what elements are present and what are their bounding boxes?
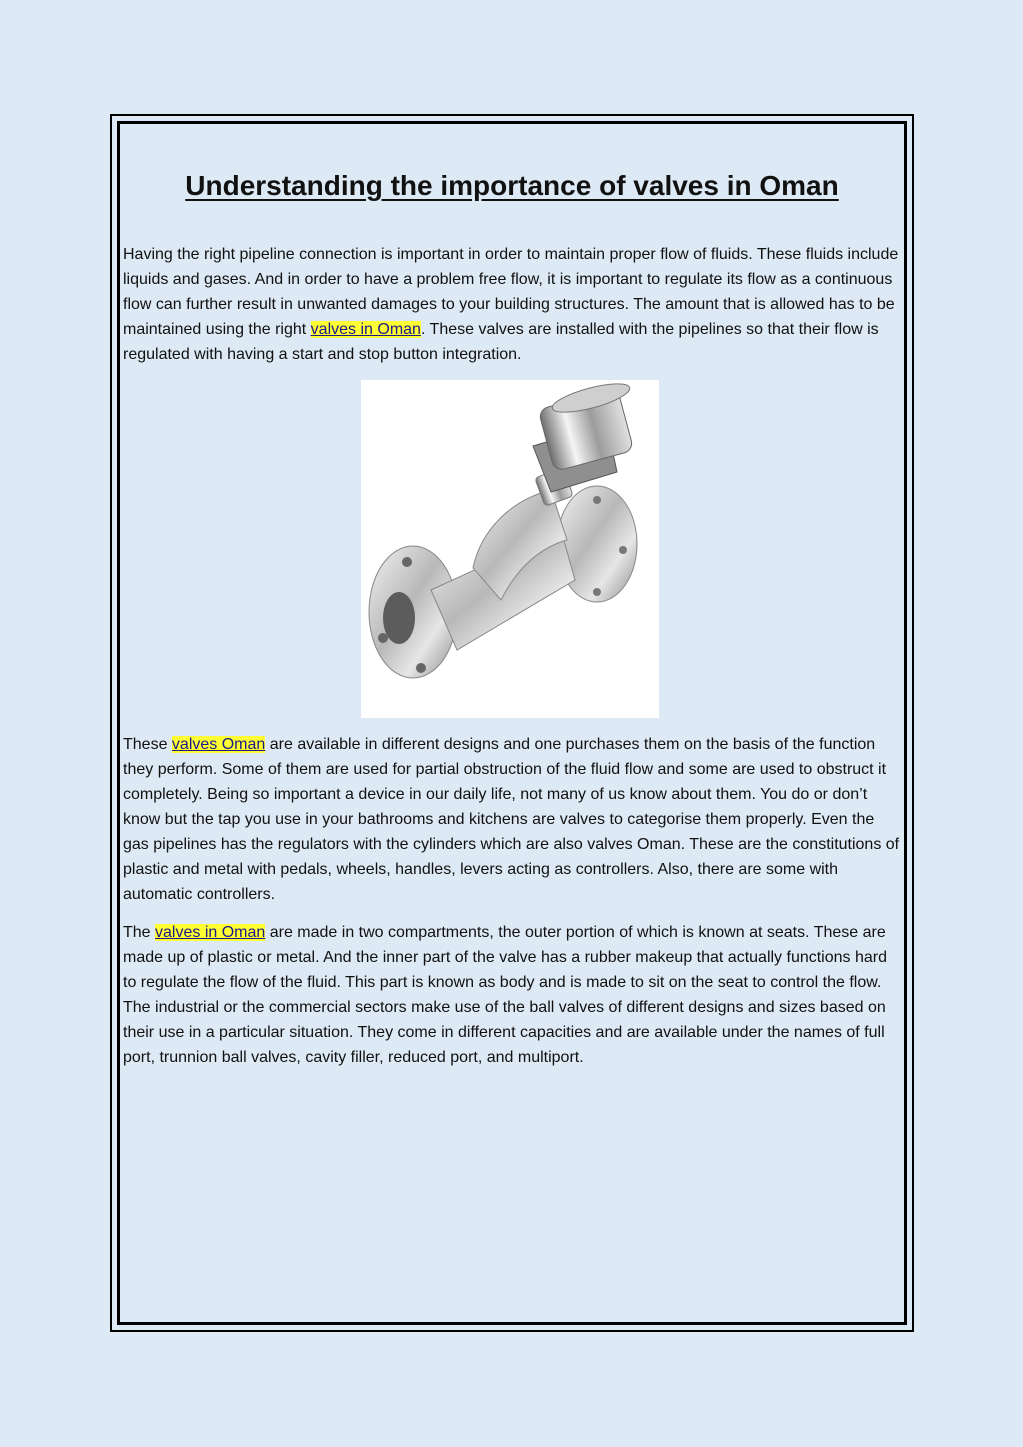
valves-oman-link[interactable]: valves Oman	[171, 736, 266, 753]
document-body	[123, 168, 901, 1070]
valve-illustration	[361, 380, 659, 718]
valves-in-oman-link-2[interactable]: valves in Oman	[155, 924, 266, 941]
paragraph-intro: Having the right pipeline connection is important in order to maintain proper flow of fluids. These fluids include liquids and gases. And in order to have a problem free flow, it is important to regulate its flow as a continuous flow can further result in unwanted damages to your building structures. The amount that is allowed has to be maintained using the right valves in Oman. These valves are installed with the pipelines so that their flow is regulated with having a start and stop button integration.	[123, 246, 899, 363]
valves-in-oman-link[interactable]: valves in Oman	[310, 321, 421, 338]
page-title: Understanding the importance of valves in Oman	[185, 170, 839, 201]
paragraph-designs: These valves Oman are available in different designs and one purchases them on the basis of the function they perform. Some of them are used for partial obstruction of the fluid flow and some are used to obstruct it completely. Being so important a device in our daily life, not many of us know about them. You do or don’t know but the tap you use in your bathrooms and kitchens are valves to categorise them properly. Even the gas pipelines has the regulators with the cylinders which are also valves Oman. These are the constitutions of plastic and metal with pedals, wheels, handles, levers acting as controllers. Also, there are some with automatic controllers.	[123, 736, 900, 903]
paragraph-compartments: The valves in Oman are made in two compartments, the outer portion of which is known at seats. These are made up of plastic or metal. And the inner part of the valve has a rubber makeup that actually functions hard to regulate the flow of the fluid. This part is known as body and is made to sit on the seat to control the flow. The industrial or the commercial sectors make use of the ball valves of different designs and sizes based on their use in a particular situation. They come in different capacities and are available under the names of full port, trunnion ball valves, cavity filler, reduced port, and multiport.	[123, 924, 887, 1066]
valve-image	[361, 380, 659, 718]
